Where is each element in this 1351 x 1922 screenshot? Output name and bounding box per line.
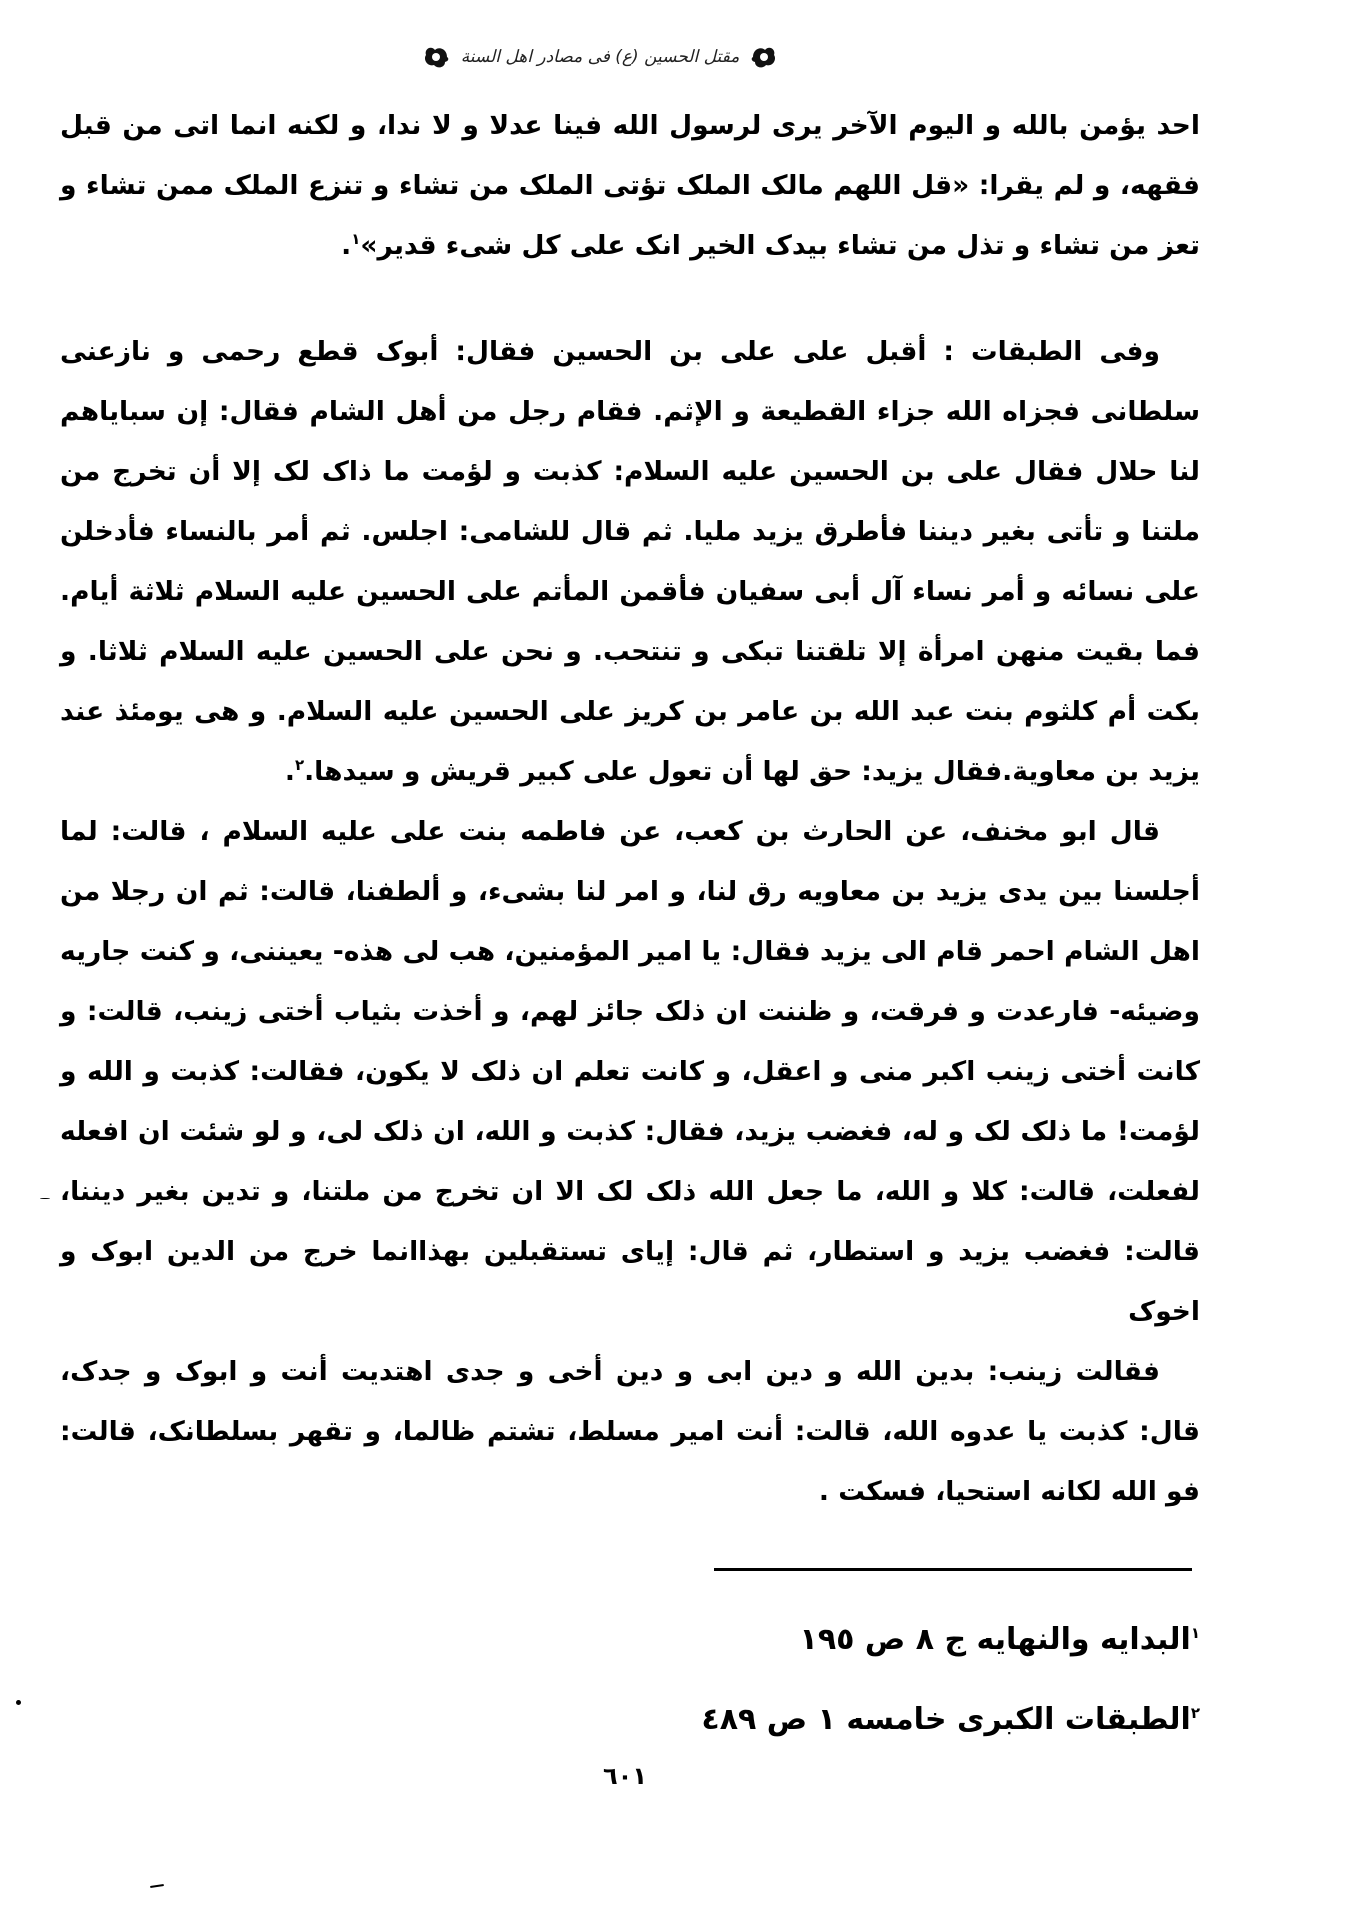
footnote-marker-1: ١ (1190, 1624, 1200, 1642)
footnote-ref-2: ٢ (294, 756, 305, 775)
footnotes (600, 1600, 1200, 1760)
paragraph-2: وفی الطبقات : أقبل علی علی بن الحسین فقال: أبوک قطع رحمی و نازعنی سلطانی فجزاه الله جزاء القطیعة و الإثم. فقام رجل من أهل الشام فقال: إن سبایاهم لنا حلال فقال علی بن الحسین علیه السلام: کذبت و لؤمت ما ذاک لک إلا أن تخرج من ملتنا و تأتی بغیر دیننا فأطرق یزید ملیا. ثم قال للشامی: اجلس. ثم أمر بالنساء فأدخلن علی نسائه و أمر نساء آل أبی سفیان فأقمن المأتم علی الحسین علیه السلام ثلاثة أیام. فما بقیت منهن امرأة إلا تلقتنا تبکی و تنتحب. و نحن علی الحسین علیه السلام ثلاثا. و بکت أم کلثوم بنت عبد الله بن عامر بن کریز علی الحسین علیه السلام. و هی یومئذ عند یزید بن معاویة.فقال یزید: حق لها أن تعول علی کبیر قریش و سیدها.$^٢$. (60, 336, 1200, 787)
scan-speck (40, 1198, 50, 1199)
running-title: مقتل الحسین (ع) فی مصادر اهل السنة (460, 47, 740, 67)
footnote-separator (714, 1568, 1192, 1571)
footnote-ref-1: ١ (351, 230, 361, 249)
scan-speck (16, 1700, 21, 1705)
page-number: ٦٠١ (603, 1762, 647, 1790)
running-header (380, 40, 820, 74)
header-ornament-left-icon (421, 43, 451, 71)
footnote-2: $^٢$الطبقات الکبری خامسه ١ ص ٤٨٩ (701, 1702, 1200, 1737)
paragraph-4: فقالت زینب: بدین الله و دین ابی و دین أخی و جدی اهتدیت أنت و ابوک و جدک، قال: کذبت یا عدوه الله، قالت: أنت امیر مسلط، تشتم ظالما، و تقهر بسلطانک، قالت: فو الله لکانه استحیا، فسکت . (60, 1356, 1200, 1507)
main-text (60, 96, 1200, 1522)
paragraph-3: قال ابو مخنف، عن الحارث بن کعب، عن فاطمه بنت علی علیه السلام ، قالت: لما أجلسنا بین یدی یزید بن معاویه رق لنا، و امر لنا بشیء، و ألطفنا، قالت: ثم ان رجلا من اهل الشام احمر قام الی یزید فقال: یا امیر المؤمنین، هب لی هذه- یعیننی، و کنت جاریه وضیئه- فارعدت و فرقت، و ظننت ان ذلک جائز لهم، و أخذت بثیاب أختی زینب، قالت: و کانت أختی زینب اکبر منی و اعقل، و کانت تعلم ان ذلک لا یکون، فقالت: کذبت و الله و لؤمت! ما ذلک لک و له، فغضب یزید، فقال: کذبت و الله، ان ذلک لی، و لو شئت ان افعله لفعلت، قالت: کلا و الله، ما جعل الله ذلک لک الا ان تخرج من ملتنا، و تدین بغیر دیننا، قالت: فغضب یزید و استطار، ثم قال: إیای تستقبلین بهذاانما خرج من الدین ابوک و اخوک (60, 816, 1200, 1327)
footnote-marker-2: ٢ (1190, 1704, 1200, 1722)
header-ornament-right-icon (749, 43, 779, 71)
scan-speck (150, 1884, 164, 1888)
paragraph-1: احد یؤمن بالله و الیوم الآخر یری لرسول الله فینا عدلا و لا ندا، و لکنه انما اتی من قبل فقهه، و لم یقرا: «قل اللهم مالک الملک تؤتی الملک من تشاء و تنزع الملک ممن تشاء و تعز من تشاء و تذل من تشاء بیدک الخیر انک علی کل شیء قدیر»$^١$. (60, 110, 1200, 261)
footnote-1: $^١$البدایه والنهایه ج ٨ ص ١٩٥ (799, 1622, 1200, 1657)
